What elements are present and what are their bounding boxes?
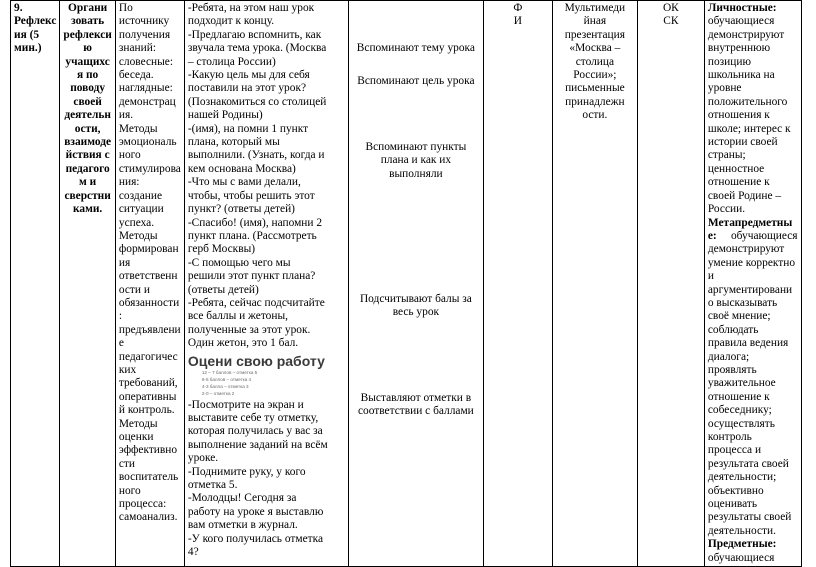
table-row	[11, 1, 802, 567]
teacher-text-line: которая получилась у вас за	[187, 425, 323, 438]
teacher-text-line: все баллы и жетоны,	[187, 310, 288, 323]
goal-text-line: рефлекси	[63, 28, 112, 41]
methods-text-line: Методы	[118, 122, 158, 135]
methods-text-line: оценки	[118, 431, 154, 443]
student-text-line: соответствии с баллами	[357, 405, 474, 418]
personal-outcome-line: положительного	[707, 95, 788, 108]
meta-heading: Метапредметны	[707, 216, 793, 229]
meta-outcome-line: объективно	[707, 484, 764, 497]
goal-text-line: учащихс	[65, 55, 110, 68]
meta-outcome-line: и	[707, 270, 714, 283]
teacher-text-line: пункт плана. (Рассмотреть	[187, 229, 317, 242]
goal-text-line: деятельн	[64, 109, 111, 122]
methods-cell	[115, 1, 184, 567]
teacher-text-line: -Ребята, на этом наш урок	[187, 2, 315, 14]
methods-text-line: оперативны	[118, 390, 177, 403]
methods-text-line: й контроль.	[118, 404, 175, 417]
work-form-cell	[483, 1, 552, 567]
slide-title: Оцени свою работу	[187, 352, 325, 369]
goal-text-line: ками.	[73, 203, 103, 216]
methods-text-line: успеха.	[118, 216, 155, 229]
teacher-activity-cell	[184, 1, 348, 567]
methods-text-line: ких	[118, 363, 137, 376]
resources-text-line: йная	[583, 15, 607, 28]
meta-outcome-line: деятельности;	[707, 471, 777, 484]
goal-text-line: м и	[79, 176, 97, 189]
personal-outcome-line: школьника на	[707, 69, 775, 82]
stage-cell	[11, 1, 60, 567]
teacher-text-line: -У кого получилась отметка	[187, 532, 324, 545]
methods-text-line: получения	[118, 28, 171, 41]
teacher-text-line: выставите себе ту отметку,	[187, 411, 319, 424]
methods-text-line: Методы	[118, 229, 158, 242]
personal-outcome-line: демонстрируют	[707, 28, 785, 41]
meta-outcome-line: соблюдать	[707, 323, 759, 336]
goal-text-line: зовать	[71, 15, 105, 28]
teacher-text-line: работу на уроке я выставлю	[187, 505, 324, 518]
meta-outcome-line: диалога;	[707, 350, 750, 363]
meta-outcome-line: собеседнику;	[707, 404, 772, 417]
work-form-line: Ф	[513, 2, 523, 14]
resources-text-line: Мультимеди	[564, 2, 626, 14]
meta-outcome-line: контроль	[707, 431, 752, 443]
personal-outcome-line: внутреннюю	[707, 42, 771, 55]
teacher-text-line: Один жетон, это 1 бал.	[187, 337, 299, 350]
teacher-text-line: подходит к концу.	[187, 15, 275, 28]
subject-outcome-line: обучающиеся	[707, 551, 775, 564]
resources-text-line: «Москва –	[569, 42, 621, 55]
teacher-text-line: выполнение заданий на всём	[187, 438, 328, 451]
teacher-text-line: выполнили. (Узнать, когда и	[187, 149, 325, 162]
student-text-line: выполняли	[389, 167, 443, 180]
outcomes-cell	[704, 1, 801, 567]
teacher-text-line: -Спасибо! (имя), напомни 2	[187, 216, 323, 229]
slide-item: 6-5 баллов – отметка 4	[201, 376, 252, 382]
teacher-text-line: полученные за этот урок.	[187, 323, 311, 336]
personal-outcome-line: позицию	[707, 55, 751, 68]
slide-thumbnail	[188, 353, 345, 397]
teacher-text-line: пункт? (ответы детей)	[187, 203, 295, 216]
subject-heading: Предметные:	[707, 538, 777, 551]
methods-text-line: предъявлени	[118, 323, 181, 336]
teacher-text-line: 4?	[187, 546, 199, 559]
resources-text-line: принадлежн	[565, 95, 625, 108]
resources-text-line: столица	[575, 55, 615, 68]
goal-text-line: йствия с	[65, 149, 110, 162]
resources-text-line: ости.	[582, 109, 608, 122]
teacher-text-line: -Молодцы! Сегодня за	[187, 492, 297, 505]
teacher-text-line: -С помощью чего мы	[187, 256, 291, 269]
teacher-text-line: уроке.	[187, 452, 219, 465]
teacher-text-line: чтобы, чтобы решить этот	[187, 189, 315, 202]
meta-heading-line: е: обучающиеся	[707, 229, 798, 242]
teacher-text-line: -Предлагаю вспомнить, как	[187, 28, 322, 41]
control-cell	[637, 1, 704, 567]
stage-text-line: ия (5	[14, 28, 40, 41]
methods-text-line: Методы	[118, 417, 158, 430]
resources-text-line: письменные	[565, 82, 625, 95]
goal-text-line: взаимоде	[64, 136, 112, 149]
control-text-line: СК	[663, 15, 679, 28]
goal-text-line: ости,	[74, 122, 101, 135]
stage-text-line: Рефлекс	[14, 15, 57, 28]
slide-item: 2-0 – отметка 2	[201, 390, 235, 396]
meta-outcome-line: правила ведения	[707, 337, 789, 350]
teacher-text-line: отметка 5.	[187, 479, 238, 491]
personal-outcome-line: отношения к	[707, 109, 770, 122]
methods-text-line: ответственн	[118, 270, 178, 283]
teacher-text-line: (ответы детей)	[187, 283, 259, 296]
meta-outcome-line: умение корректно	[707, 256, 796, 269]
resources-text-line: презентация	[564, 28, 625, 41]
resources-text-line: России»;	[573, 69, 617, 82]
student-text-line: Вспоминают цель урока	[357, 75, 475, 88]
goal-text-line: я по	[76, 69, 99, 82]
methods-text-line: беседа.	[118, 69, 154, 82]
meta-outcome-line: своё мнение;	[707, 310, 771, 323]
methods-text-line: знаний:	[118, 42, 156, 55]
teacher-text-line: поставили на этот урок?	[187, 82, 307, 95]
meta-outcome-line: деятельности.	[707, 524, 776, 537]
teacher-text-line: (Познакомиться со столицей	[187, 95, 327, 108]
meta-outcome-line: результаты своей	[707, 511, 792, 524]
goal-text-line: педагого	[65, 162, 110, 175]
teacher-text-line: -Ребята, сейчас подсчитайте	[187, 296, 325, 309]
teacher-text-line: -Что мы с вами делали,	[187, 176, 301, 189]
personal-outcome-line: обучающиеся	[707, 15, 775, 28]
meta-outcome-line: процесса и	[707, 444, 762, 457]
methods-text-line: ного	[118, 484, 141, 497]
personal-outcome-line: своей Родине –	[707, 189, 782, 202]
goal-text-line: Органи	[68, 2, 108, 14]
methods-text-line: процесса:	[118, 498, 167, 511]
methods-text-line: стимулирова	[118, 162, 181, 175]
methods-text-line: ного	[118, 149, 141, 162]
methods-text-line: демонстрац	[118, 95, 176, 108]
methods-text-line: наглядные:	[118, 82, 173, 95]
meta-outcome-line: результата своей	[707, 457, 789, 470]
student-text-line: весь урок	[392, 306, 440, 319]
personal-outcome-line: школе; интерес к	[707, 122, 791, 135]
personal-outcome-line: истории своей	[707, 136, 778, 149]
teacher-text-line: -(имя), на помни 1 пункт	[187, 122, 309, 135]
methods-text-line: создание	[118, 189, 163, 202]
student-text-line: Вспоминают тему урока	[356, 42, 475, 54]
personal-outcome-line: отношение к	[707, 176, 770, 189]
goal-text-line: сверстни	[64, 189, 111, 202]
methods-text-line: ия	[118, 256, 131, 269]
student-text-line: Вспоминают пункты	[365, 140, 467, 153]
stage-text-line: мин.)	[14, 42, 42, 55]
goal-text-line: поводу	[70, 82, 106, 95]
methods-text-line: требований,	[118, 377, 178, 390]
meta-outcome-line: отношение к	[707, 390, 770, 403]
teacher-text-line: вам отметки в журнал.	[187, 519, 298, 532]
goal-text-line: своей	[73, 95, 102, 108]
methods-text-line: ости и	[118, 283, 150, 296]
methods-text-line: е	[118, 337, 124, 350]
personal-outcome-line: ценностное	[707, 162, 765, 175]
personal-outcome-line: страны;	[707, 149, 746, 162]
meta-outcome-line: проявлять	[707, 363, 757, 376]
methods-text-line: обязанности	[118, 296, 180, 309]
teacher-text-line: герб Москвы)	[187, 243, 256, 256]
teacher-text-line: плана, который мы	[187, 136, 280, 149]
teacher-text-line: -Поднимите руку, у кого	[187, 465, 306, 478]
personal-heading: Личностные:	[707, 2, 777, 14]
methods-text-line: эмоциональ	[118, 136, 177, 149]
teacher-text-line: звучала тема урока. (Москва	[187, 42, 327, 55]
stage-text-line: 9.	[14, 2, 23, 14]
student-activity-cell	[348, 1, 483, 567]
methods-text-line: ситуации	[118, 203, 164, 216]
methods-text-line: ния:	[118, 176, 140, 189]
student-text-line: плана и как их	[380, 154, 452, 167]
meta-outcome-line: оценивать	[707, 498, 758, 511]
teacher-text-line: кем основана Москва)	[187, 162, 296, 175]
methods-text-line: педагогичес	[118, 350, 178, 363]
methods-text-line: воспитатель	[118, 471, 179, 484]
slide-item: 12 – 7 баллов – отметка 5	[201, 369, 258, 375]
meta-outcome-line: уважительное	[707, 377, 776, 390]
student-text-line: Подсчитывают балы за	[359, 293, 472, 306]
goal-text-line: ю	[83, 42, 92, 55]
lesson-plan-table	[10, 0, 802, 567]
methods-text-line: сти	[118, 457, 136, 470]
methods-text-line: По	[118, 2, 133, 14]
methods-text-line: эффективно	[118, 444, 178, 457]
meta-outcome-line: аргументировани	[707, 283, 793, 296]
work-form-line: И	[513, 15, 522, 28]
meta-outcome-line: демонстрируют	[707, 243, 785, 256]
slide-item: 4-3 балла – отметка 3	[201, 383, 249, 389]
teacher-text-line: – столица России)	[187, 55, 276, 68]
teacher-text-line: решили этот пункт плана?	[187, 270, 316, 283]
meta-outcome-line: осуществлять	[707, 417, 775, 430]
personal-outcome-line: России.	[707, 203, 746, 216]
teacher-text-line: -Посмотрите на экран и	[187, 398, 304, 411]
methods-text-line: формирован	[118, 243, 179, 256]
goal-cell	[60, 1, 115, 567]
control-text-line: ОК	[662, 2, 679, 14]
teacher-text-line: нашей Родины)	[187, 109, 263, 122]
meta-outcome-line: о высказывать	[707, 296, 778, 309]
teacher-text-line: -Какую цель мы для себя	[187, 69, 310, 82]
methods-text-line: ия.	[118, 109, 134, 122]
methods-text-line: самоанализ.	[118, 511, 178, 524]
student-text-line: Выставляют отметки в	[360, 391, 472, 404]
methods-text-line: словесные:	[118, 55, 173, 68]
methods-text-line: источнику	[118, 15, 170, 28]
methods-text-line: :	[118, 310, 123, 323]
resources-cell	[552, 1, 637, 567]
personal-outcome-line: уровне	[707, 82, 742, 95]
